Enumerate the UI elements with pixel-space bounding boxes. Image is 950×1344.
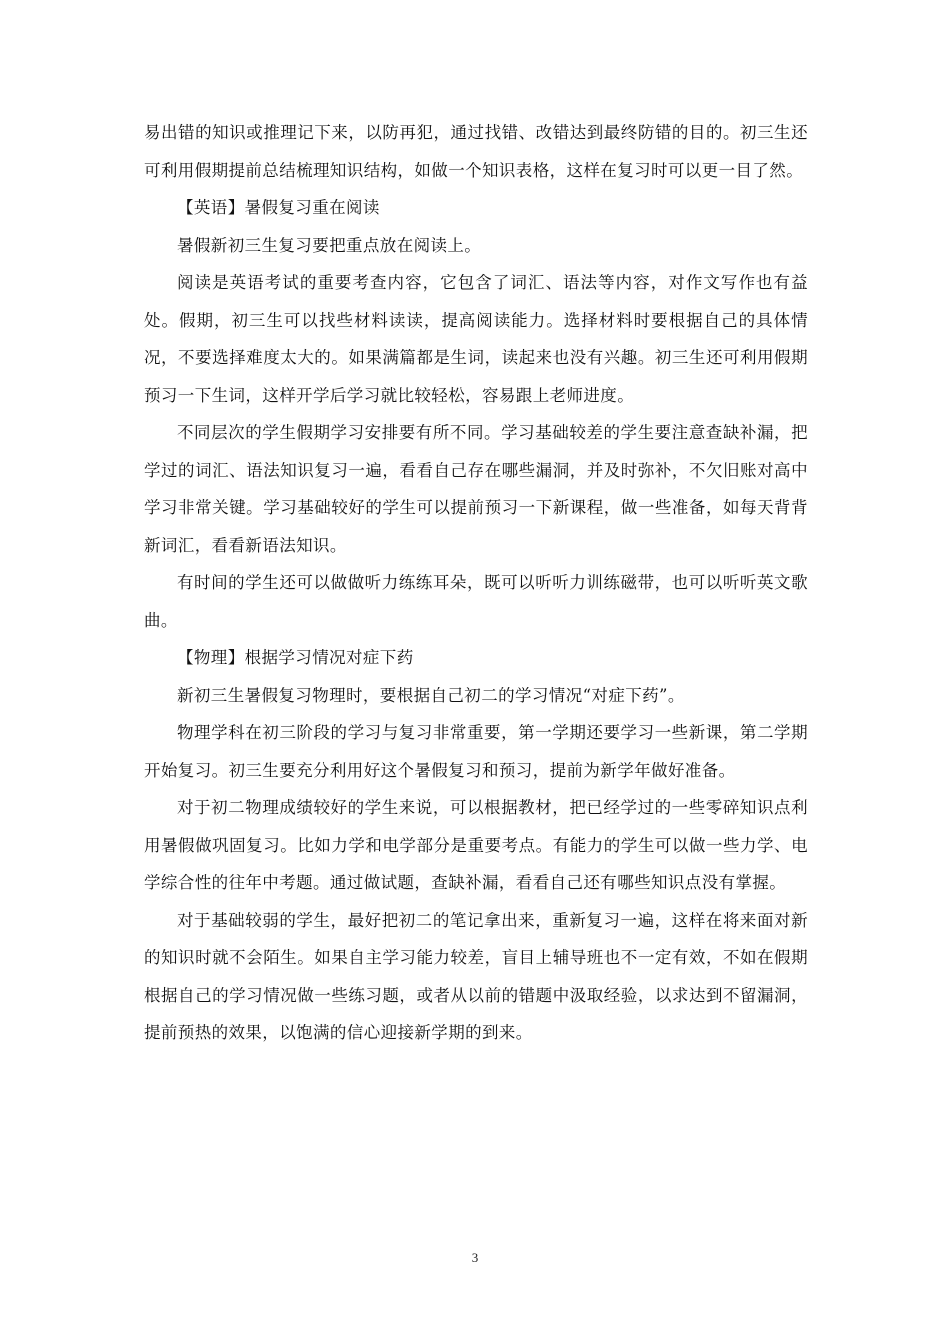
paragraph: 暑假新初三生复习要把重点放在阅读上。 xyxy=(177,235,482,255)
section-heading-english: 【英语】暑假复习重在阅读 xyxy=(177,198,380,217)
paragraph: 对于基础较弱的学生，最好把初二的笔记拿出来，重新复习一遍，这样在将来面对新的知识时就不会陌生。如果自主学习能力较差，盲目上辅导班也不一定有效，不如在假期根据自己的学习情况做一些练习题，或者从以前的错题中汲取经验，以求达到不留漏洞，提前预热的效果，以饱满的信心迎接新学期的到来。 xyxy=(144,910,808,1042)
paragraph: 新初三生暑假复习物理时，要根据自己初二的学习情况“对症下药”。 xyxy=(177,685,685,705)
section-heading-physics: 【物理】根据学习情况对症下药 xyxy=(177,648,414,667)
paragraph: 对于初二物理成绩较好的学生来说，可以根据教材，把已经学过的一些零碎知识点利用暑假做巩固复习。比如力学和电学部分是重要考点。有能力的学生可以做一些力学、电学综合性的往年中考题。通过做试题，查缺补漏，看看自己还有哪些知识点没有掌握。 xyxy=(144,798,808,892)
paragraph: 阅读是英语考试的重要考查内容，它包含了词汇、语法等内容，对作文写作也有益处。假期，初三生可以找些材料读读，提高阅读能力。选择材料时要根据自己的具体情况，不要选择难度太大的。如果满篇都是生词，读起来也没有兴趣。初三生还可利用假期预习一下生词，这样开学后学习就比较轻松，容易跟上老师进度。 xyxy=(144,273,808,405)
document-body xyxy=(144,114,808,1052)
paragraph: 有时间的学生还可以做做听力练练耳朵，既可以听听力训练磁带，也可以听听英文歌曲。 xyxy=(144,573,808,630)
paragraph: 物理学科在初三阶段的学习与复习非常重要，第一学期还要学习一些新课，第二学期开始复习。初三生要充分利用好这个暑假复习和预习，提前为新学年做好准备。 xyxy=(144,723,808,780)
page-number: 3 xyxy=(471,1250,479,1265)
paragraph: 不同层次的学生假期学习安排要有所不同。学习基础较差的学生要注意查缺补漏，把学过的词汇、语法知识复习一遍，看看自己存在哪些漏洞，并及时弥补，不欠旧账对高中学习非常关键。学习基础较好的学生可以提前预习一下新课程，做一些准备，如每天背背新词汇，看看新语法知识。 xyxy=(144,423,808,555)
paragraph-continuation: 易出错的知识或推理记下来，以防再犯，通过找错、改错达到最终防错的目的。初三生还可利用假期提前总结梳理知识结构，如做一个知识表格，这样在复习时可以更一目了然。 xyxy=(144,123,808,180)
